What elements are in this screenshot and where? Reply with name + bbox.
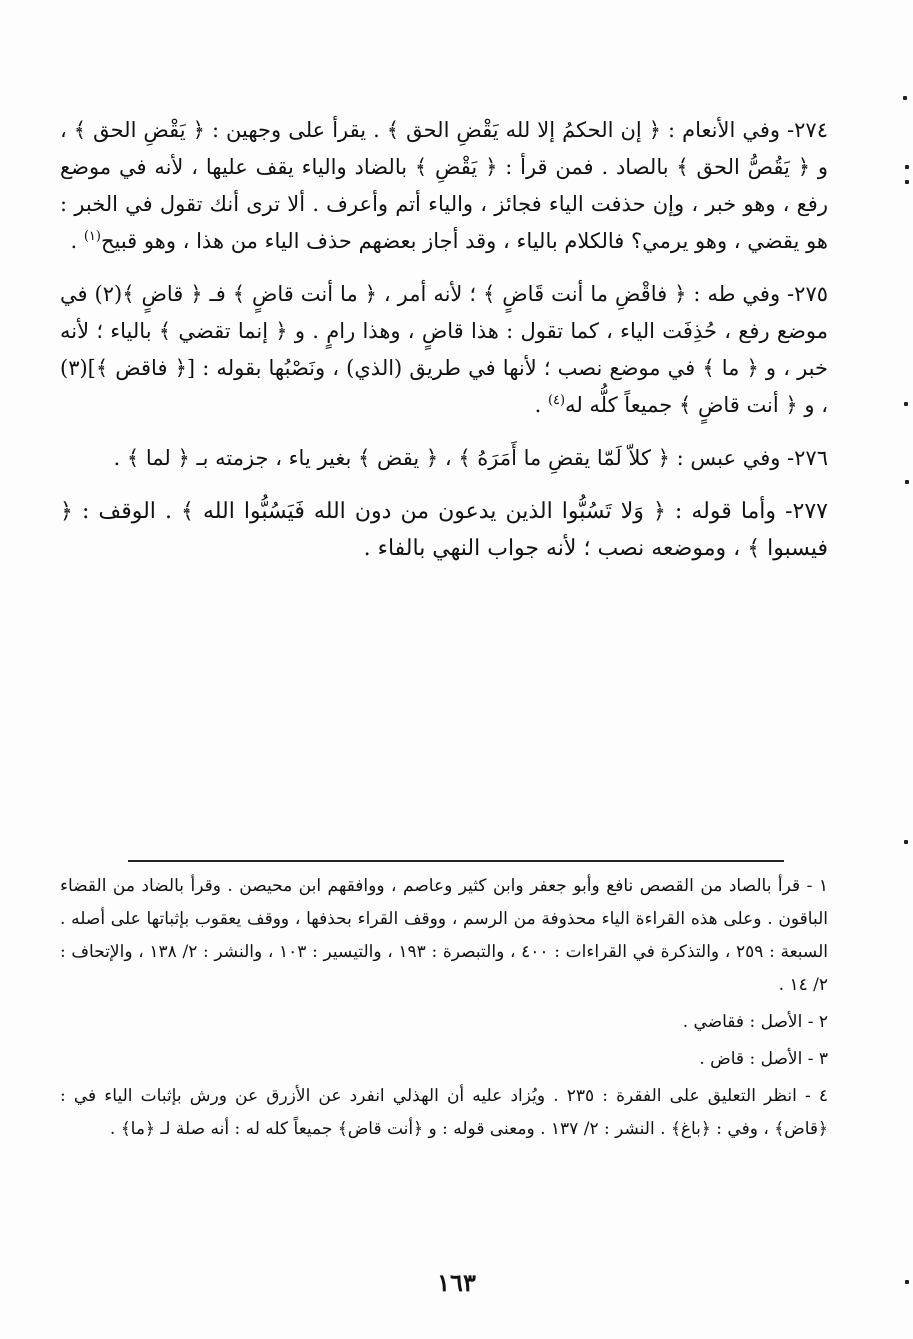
paragraph-276 <box>60 440 828 477</box>
paragraph-275-end: . <box>534 393 548 417</box>
footnote-1: ١ - قرأ بالصاد من القصص نافع وأبو جعفر وابن كثير وعاصم ، ووافقهم ابن محيصن . وقرأ بالضاد من القضاء الباقون . وعلى هذه القراءة الياء محذوفة من الرسم ، ووقف القراء بحذفها ، ووقف يعقوب بإثباتها على أصله . السبعة : ٢٥٩ ، والتذكرة في القراءات : ٤٠٠ ، والتبصرة : ١٩٣ ، والتيسير : ١٠٣ ، والنشر : ٢/ ١٣٨ ، والإتحاف : ٢/ ١٤ . <box>60 876 828 995</box>
scan-speck <box>905 165 909 169</box>
scan-speck <box>904 402 908 406</box>
paragraph-274 <box>60 112 828 260</box>
paragraph-277 <box>60 493 828 567</box>
scan-speck <box>903 96 907 100</box>
paragraph-276-text: ٢٧٦- وفي عبس : ﴿ كلاّ لَمّا يقضِ ما أَمَرَهُ ﴾ ، ﴿ يقض ﴾ بغير ياء ، جزمته بـ ﴿ لما ﴾ . <box>113 446 828 470</box>
footnote-4: ٤ - انظر التعليق على الفقرة : ٢٣٥ . ويُزاد عليه أن الهذلي انفرد عن الأزرق عن ورش بإثبات الياء في : ﴿قاض﴾ ، وفي : ﴿باغ﴾ . النشر : ٢/ ١٣٧ . ومعنى قوله : و ﴿أنت قاض﴾ جميعاً كله له : أنه صلة لـ ﴿ما﴾ . <box>60 1086 828 1139</box>
scan-speck <box>905 480 909 484</box>
footnote-separator <box>128 860 784 862</box>
paragraph-277-text: ٢٧٧- وأما قوله : ﴿ وَلا تَسُبُّوا الذين يدعون من دون الله فَيَسُبُّوا الله ﴾ . الوقف : ﴿ فيسبوا ﴾ ، وموضعه نصب ؛ لأنه جواب النهي بالفاء . <box>60 499 828 561</box>
paragraph-275 <box>60 276 828 424</box>
page-number: ١٦٣ <box>437 1268 476 1297</box>
footnote-ref-1: (١) <box>83 229 101 244</box>
scan-speck <box>905 180 909 184</box>
scan-speck <box>904 840 908 844</box>
paragraph-275-text: ٢٧٥- وفي طه : ﴿ فاقْضِ ما أنت قَاضٍ ﴾ ؛ لأنه أمر ، ﴿ ما أنت قاضٍ ﴾ فـ ﴿ قاضٍ ﴾(٢) في موضع رفع ، حُذِفَت الياء ، كما تقول : هذا قاضٍ ، وهذا رامٍ . و ﴿ إنما تقضي ﴾ بالياء ؛ لأنه خبر ، و ﴿ ما ﴾ في موضع نصب ؛ لأنها في طريق (الذي) ، ونَصْبُها بقوله : [﴿ فاقض ﴾](٣) ، و ﴿ أنت قاضٍ ﴾ جميعاً كلُّه له <box>60 282 829 417</box>
footnote-3: ٣ - الأصل : قاض . <box>699 1049 828 1069</box>
main-text <box>60 112 828 583</box>
footnote-2: ٢ - الأصل : فقاضي . <box>682 1012 828 1032</box>
paragraph-274-text: ٢٧٤- وفي الأنعام : ﴿ إن الحكمُ إلا لله يَقْضِ الحق ﴾ . يقرأ على وجهين : ﴿ يَقْضِ الحق ﴾ ، و ﴿ يَقُصُّ الحق ﴾ بالصاد . فمن قرأ : ﴿ يَقْضِ ﴾ بالضاد والياء يقف عليها ، لأنه في موضع رفع ، وهو خبر ، وإن حذفت الياء فجائز ، والياء أتم وأعرف . ألا ترى أنك تقول في الخبر : هو يقضي ، وهو يرمي؟ فالكلام بالياء ، وقد أجاز بعضهم حذف الياء من هذا ، وهو قبيح <box>60 118 828 253</box>
footnotes <box>60 870 828 1150</box>
footnote-ref-4: (٤) <box>547 393 566 408</box>
scan-speck <box>905 1280 909 1284</box>
paragraph-274-end: . <box>70 229 84 253</box>
